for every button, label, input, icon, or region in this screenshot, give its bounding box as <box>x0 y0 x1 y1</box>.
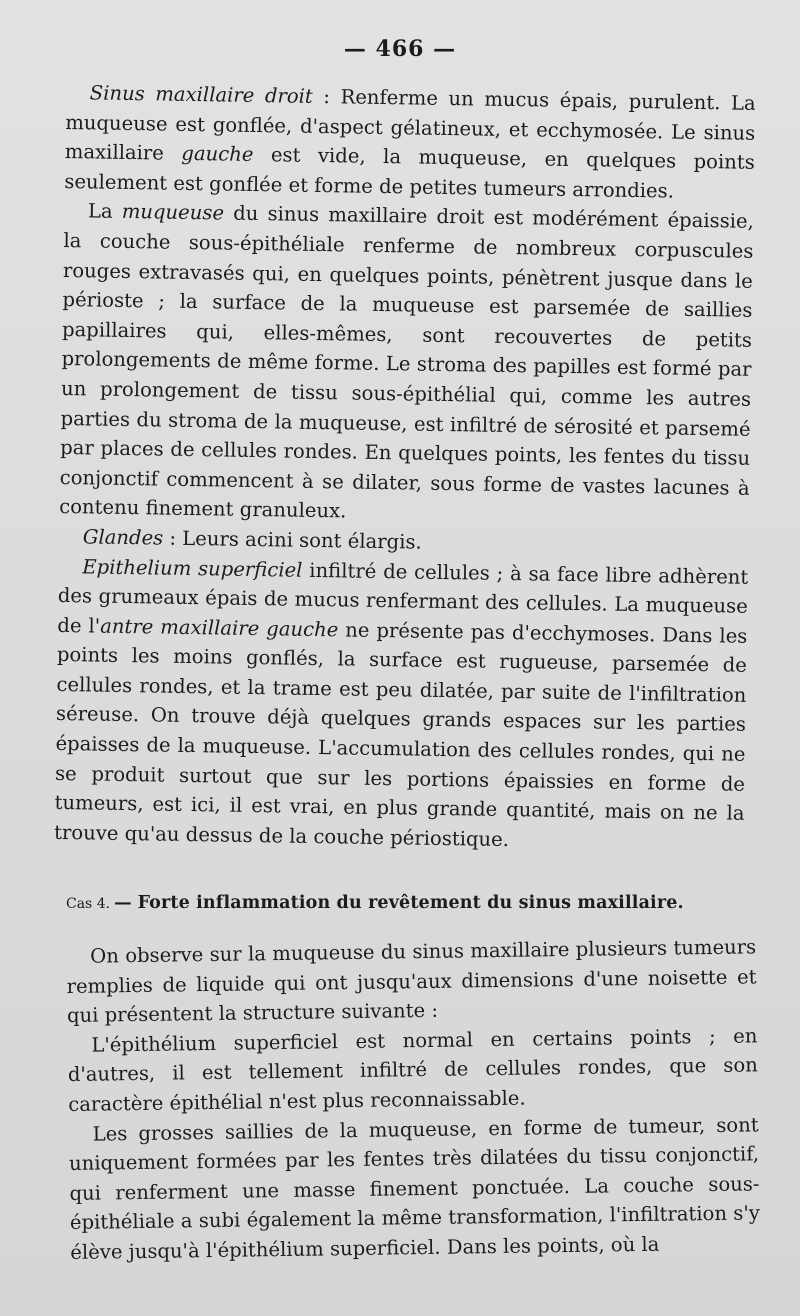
paragraph-text: ne présente pas d'ecchymoses. Dans les points les moins gonflés, la surface est rugueuse, parsemée de cellules rondes, et la trame est peu dilatée, par suite de l'infiltration séreuse. On trouve déjà quelques grands espaces sur les parties épaisses de la muqueuse. L'accumulation des cellules rondes, qui ne se produit surtout que sur les portions épaissies en forme de tumeurs, est ici, il est vrai, en plus grande quantité, mais on ne la trouve qu'au dessus de la couche périostique. <box>53 618 748 851</box>
paragraph-text: La <box>87 199 122 224</box>
term-glandes: Glandes <box>82 525 164 550</box>
paragraph-text: est vide, la muqueuse, en quelques points seulement est gonflée et forme de petites tumeurs arrondies. <box>64 143 755 203</box>
paragraph-text: infiltré de cellules ; à sa face libre adhèrent des grumeaux épais de mucus renfermant des cellules. La muqueuse de l' <box>57 558 749 638</box>
paragraph-epithelium: L'épithélium superficiel est normal en certains points ; en d'autres, il est tellement infiltré de cellules rondes, que son caractère épithélial n'est plus reconnaissable. <box>67 1024 758 1116</box>
term-muqueuse: muqueuse <box>121 200 225 225</box>
term-epithelium-superficiel: Epithelium superficiel <box>82 554 303 582</box>
paragraph-text: : Leurs acini sont élargis. <box>163 526 422 554</box>
page-number: — 466 — <box>343 36 457 62</box>
text-block-case-4 <box>66 932 760 1267</box>
paragraph-grosses-saillies: Les grosses saillies de la muqueuse, en forme de tumeur, sont uniquement formées par les fentes très dilatées du tissu conjonctif, qui renferment une masse finement ponctuée. La couche sous-épithéliale a subi également la même transformation, l'infiltration s'y élève jusqu'à l'épithélium superficiel. Dans les points, où la <box>68 1112 761 1264</box>
term-antre-maxillaire-gauche: antre maxillaire gauche <box>100 614 339 642</box>
case-heading <box>66 888 756 919</box>
case-number: Cas 4. <box>66 896 111 912</box>
paragraph-text: : Renferme un mucus épais, purulent. La muqueuse est gonflée, d'aspect gélatineux, et ecchymosée. Le sinus maxillaire <box>64 84 756 166</box>
paragraph-text: du sinus maxillaire droit est modérément épaissie, la couche sous-épithéliale renferme de nombreux corpuscules rouges extravasés qui, en quelques points, pénètrent jusque dans le périoste ; la surface de la muqueuse est parsemée de saillies papillaires qui, elles-mêmes, sont recouvertes de petits prolongements de même forme. Le stroma des papilles est formé par un prolongement de tissu sous-épithélial qui, comme les autres parties du stroma de la muqueuse, est infiltré de sérosité et parsemé par places de cellules rondes. En quelques points, les fentes du tissu conjonctif commencent à se dilater, sous forme de vastes lacunes à contenu finement granuleux. <box>59 201 755 523</box>
text-block-case-3-continuation <box>54 78 756 858</box>
paragraph-muqueuse <box>59 196 754 532</box>
term-sinus-maxillaire-droit: Sinus maxillaire droit <box>89 81 313 108</box>
case-dash: — <box>114 893 132 913</box>
case-heading-block <box>66 888 756 919</box>
paragraph-observation: On observe sur la muqueuse du sinus maxillaire plusieurs tumeurs remplies de liquide qui ont jusqu'aux dimensions d'une noisette et qui présentent la structure suivante : <box>66 935 757 1028</box>
term-gauche: gauche <box>181 142 254 167</box>
paragraph-epithelium-superficiel <box>54 551 749 858</box>
case-title: Forte inflammation du revêtement du sinus maxillaire. <box>137 893 684 913</box>
paragraph-sinus-maxillaire-droit <box>64 78 756 207</box>
